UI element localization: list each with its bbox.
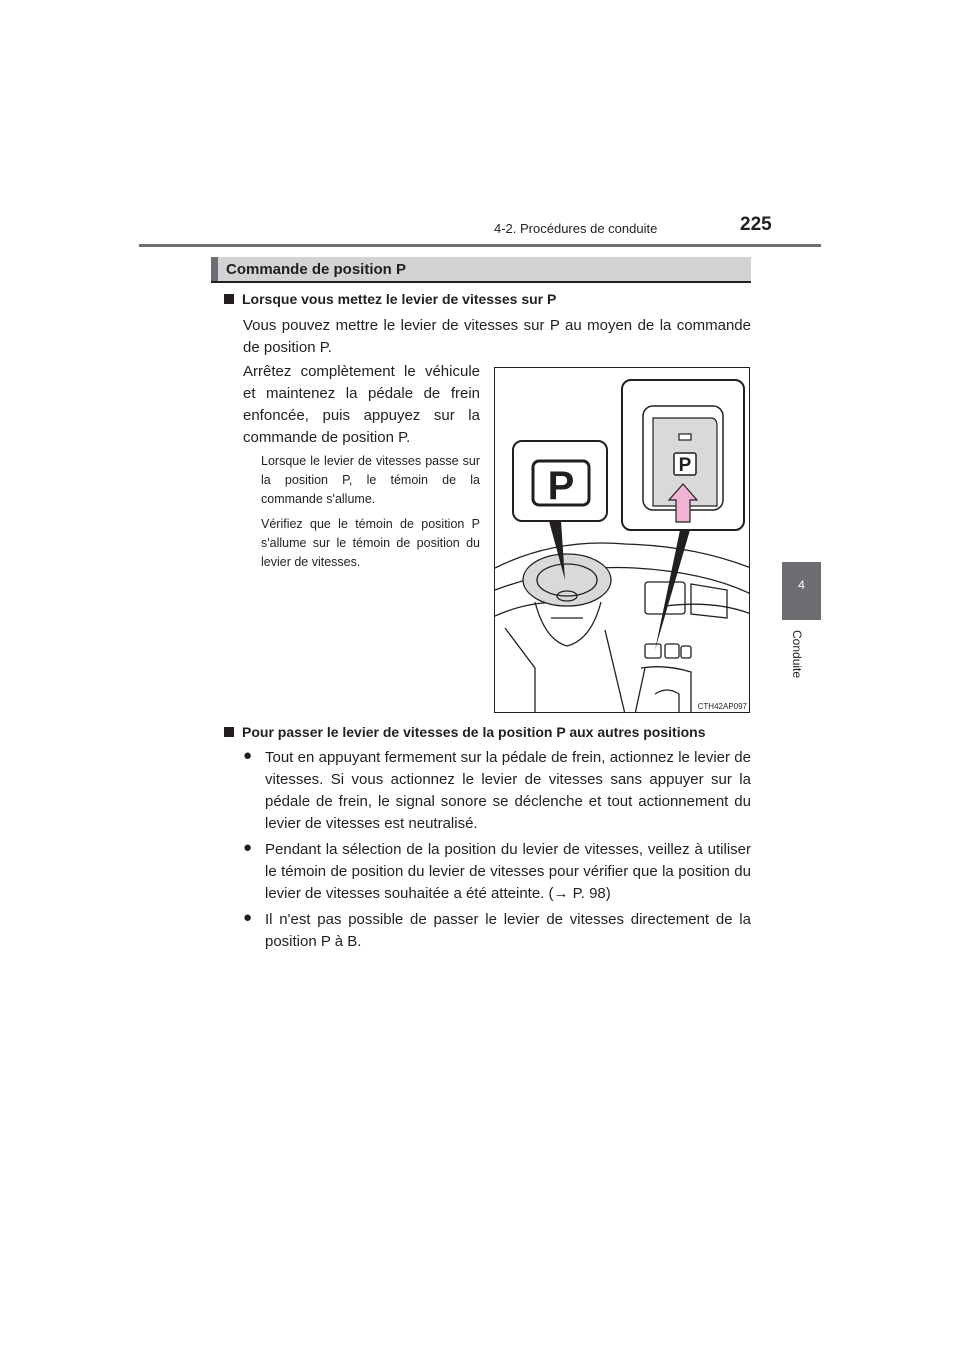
list-item-text: Il n'est pas possible de passer le levier de vitesses directement de la position P à B. <box>265 911 751 950</box>
subheading-text: Lorsque vous mettez le levier de vitesses sur P <box>242 291 557 307</box>
list-item <box>243 747 751 835</box>
bullet-icon: ● <box>243 909 253 926</box>
chapter-number: 4 <box>798 578 805 592</box>
intro-paragraph: Vous pouvez mettre le levier de vitesses sur P au moyen de la commande de position P. <box>243 317 751 356</box>
figure-code: CTH42AP097 <box>697 702 747 711</box>
page-number: 225 <box>740 214 772 235</box>
chapter-label: Conduite <box>790 630 804 679</box>
list-item-text: Pendant la sélection de la position du levier de vitesses, veillez à utiliser le témoin de position du levier de vitesses pour vérifier que la position du levier de vitesses souhaitée a été atteinte. (→ P. 98) <box>265 841 751 902</box>
subheading-text: Pour passer le levier de vitesses de la position P aux autres positions <box>242 724 706 740</box>
subheading-set-p <box>224 291 556 307</box>
list-item-text: Tout en appuyant fermement sur la pédale de frein, actionnez le levier de vitesses. Si vous actionnez le levier de vitesses sans appuyer sur la pédale de frein, le signal sonore se déclenche et tout actionnement du levier de vitesses est neutralisé. <box>265 749 751 832</box>
dashboard-illustration <box>494 367 750 713</box>
p-button-label: P <box>678 455 692 476</box>
bullet-icon: ● <box>243 839 253 856</box>
list-item <box>243 909 751 953</box>
dashboard-drawing <box>495 368 750 713</box>
section-title: Commande de position P <box>226 261 407 278</box>
section-title-accent <box>211 257 218 282</box>
p-callout-label: P <box>547 464 575 508</box>
header-rule <box>139 244 821 247</box>
list-item <box>243 839 751 905</box>
instruction-paragraph: Arrêtez complètement le véhicule et maintenez la pédale de frein enfoncée, puis appuyez sur la commande de position P. <box>243 363 480 446</box>
square-bullet-icon <box>224 727 234 737</box>
subheading-leave-p <box>224 724 705 740</box>
note-verify-indicator: Vérifiez que le témoin de position P s'allume sur le témoin de position du levier de vitesses. <box>261 517 480 569</box>
running-header-section: 4-2. Procédures de conduite <box>494 221 658 236</box>
bullet-icon: ● <box>243 747 253 764</box>
note-indicator-lights: Lorsque le levier de vitesses passe sur la position P, le témoin de la commande s'allume. <box>261 454 480 506</box>
square-bullet-icon <box>224 294 234 304</box>
bullet-list <box>243 747 751 953</box>
section-underline <box>211 281 751 283</box>
